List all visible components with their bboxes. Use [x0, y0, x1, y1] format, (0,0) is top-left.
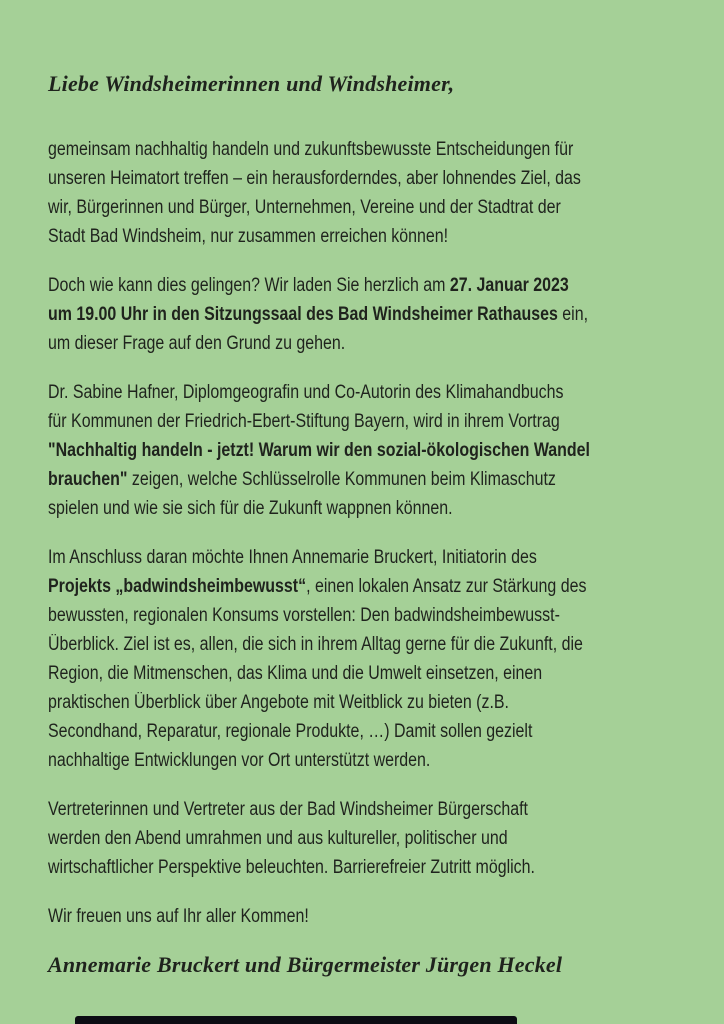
text-line: Wir freuen uns auf Ihr aller Kommen! — [48, 906, 309, 927]
text-line: spielen und wie sie sich für die Zukunft wappnen können. — [48, 498, 453, 519]
text-line: um 19.00 Uhr in den Sitzungssaal des Bad Windsheimer Rathauses ein, — [48, 304, 589, 325]
letter-body — [48, 135, 676, 931]
text-line: unseren Heimatort treffen – ein herausforderndes, aber lohnendes Ziel, das — [48, 168, 581, 189]
text-line: praktischen Überblick über Angebote mit Weitblick zu bieten (z.B. — [48, 692, 510, 713]
text-line: Doch wie kann dies gelingen? Wir laden Sie herzlich am 27. Januar 2023 — [48, 275, 569, 296]
text-line: Stadt Bad Windsheim, nur zusammen erreichen können! — [48, 226, 449, 247]
paragraph — [48, 543, 676, 775]
paragraph — [48, 378, 676, 523]
text-line: Region, die Mitmenschen, das Klima und die Umwelt einsetzen, einen — [48, 663, 543, 684]
signature: Annemarie Bruckert und Bürgermeister Jürgen Heckel — [48, 952, 563, 977]
text-line: wir, Bürgerinnen und Bürger, Unternehmen, Vereine und der Stadtrat der — [48, 197, 561, 218]
text-line: nachhaltige Entwicklungen vor Ort unterstützt werden. — [48, 750, 431, 771]
text-line: "Nachhaltig handeln - jetzt! Warum wir den sozial-ökologischen Wandel — [48, 440, 590, 461]
paragraph — [48, 795, 676, 882]
paragraph — [48, 135, 676, 251]
bottom-bar — [75, 1016, 517, 1024]
paragraph — [48, 902, 676, 931]
text-line: um dieser Frage auf den Grund zu gehen. — [48, 333, 346, 354]
salutation: Liebe Windsheimerinnen und Windsheimer, — [48, 71, 455, 96]
text-line: werden den Abend umrahmen und aus kultureller, politischer und — [48, 828, 508, 849]
text-line: wirtschaftlicher Perspektive beleuchten. Barrierefreier Zutritt möglich. — [48, 857, 535, 878]
text-line: Im Anschluss daran möchte Ihnen Annemarie Bruckert, Initiatorin des — [48, 547, 537, 568]
text-line: gemeinsam nachhaltig handeln und zukunftsbewusste Entscheidungen für — [48, 139, 574, 160]
text-line: Secondhand, Reparatur, regionale Produkte, …) Damit sollen gezielt — [48, 721, 533, 742]
text-line: Dr. Sabine Hafner, Diplomgeografin und Co-Autorin des Klimahandbuchs — [48, 382, 564, 403]
text-line: brauchen" zeigen, welche Schlüsselrolle Kommunen beim Klimaschutz — [48, 469, 556, 490]
text-line: Vertreterinnen und Vertreter aus der Bad Windsheimer Bürgerschaft — [48, 799, 528, 820]
text-line: Projekts „badwindsheimbewusst“, einen lokalen Ansatz zur Stärkung des — [48, 576, 587, 597]
text-line: für Kommunen der Friedrich-Ebert-Stiftung Bayern, wird in ihrem Vortrag — [48, 411, 560, 432]
text-line: Überblick. Ziel ist es, allen, die sich in ihrem Alltag gerne für die Zukunft, die — [48, 634, 583, 655]
text-line: bewussten, regionalen Konsums vorstellen: Den badwindsheimbewusst- — [48, 605, 560, 626]
paragraph — [48, 271, 676, 358]
